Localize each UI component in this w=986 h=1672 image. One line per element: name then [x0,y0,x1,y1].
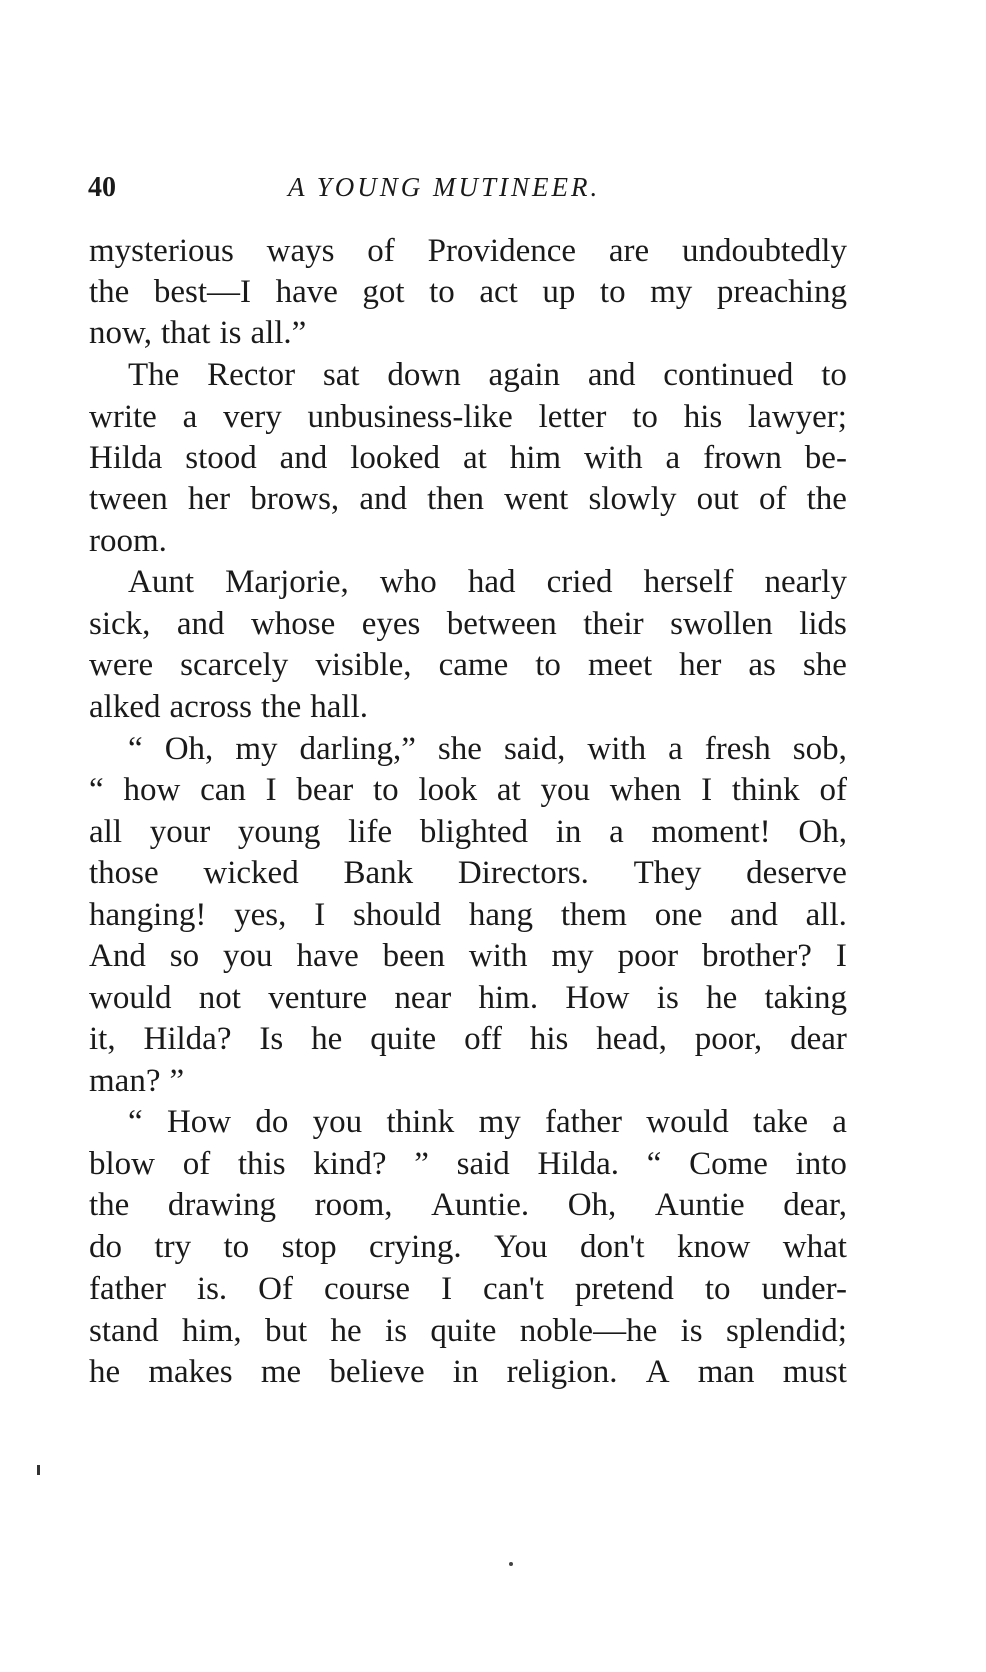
text-line: And so you have been with my poor brother? I [89,938,847,974]
text-line: mysterious ways of Providence are undoubtedly [89,233,847,269]
text-line: do try to stop crying. You don't know what [89,1229,847,1265]
page-header [88,172,848,212]
text-line: tween her brows, and then went slowly out of the [89,481,847,517]
text-line: “ Oh, my darling,” she said, with a fresh sob, [128,731,847,767]
text-line: alked across the hall. [89,689,368,725]
text-line: father is. Of course I can't pretend to under- [89,1271,847,1307]
text-line: all your young life blighted in a moment! Oh, [89,814,847,850]
text-line: The Rector sat down again and continued to [128,357,847,393]
text-line: “ how can I bear to look at you when I think of [89,772,847,808]
text-line: blow of this kind? ” said Hilda. “ Come into [89,1146,847,1182]
text-line: now, that is all.” [89,315,307,351]
text-line: the drawing room, Auntie. Oh, Auntie dear, [89,1187,847,1223]
text-line: write a very unbusiness-like letter to his lawyer; [89,399,847,435]
text-line: hanging! yes, I should hang them one and all. [89,897,847,933]
running-title: A YOUNG MUTINEER. [288,172,601,202]
text-line: stand him, but he is quite noble—he is splendid; [89,1313,847,1349]
text-line: were scarcely visible, came to meet her as she [89,647,847,683]
text-line: room. [89,523,167,559]
stray-dot [509,1562,513,1566]
text-line: Aunt Marjorie, who had cried herself nearly [128,564,847,600]
text-line: it, Hilda? Is he quite off his head, poor, dear [89,1021,847,1057]
text-line: those wicked Bank Directors. They deserve [89,855,847,891]
text-line: man? ” [89,1063,185,1099]
text-line: “ How do you think my father would take a [128,1104,847,1140]
page-number: 40 [88,172,116,203]
text-line: Hilda stood and looked at him with a frown be- [89,440,847,476]
text-line: would not venture near him. How is he taking [89,980,847,1016]
text-line: sick, and whose eyes between their swollen lids [89,606,847,642]
text-line: the best—I have got to act up to my preaching [89,274,847,310]
margin-mark [37,1465,40,1475]
text-line: he makes me believe in religion. A man must [89,1354,847,1390]
